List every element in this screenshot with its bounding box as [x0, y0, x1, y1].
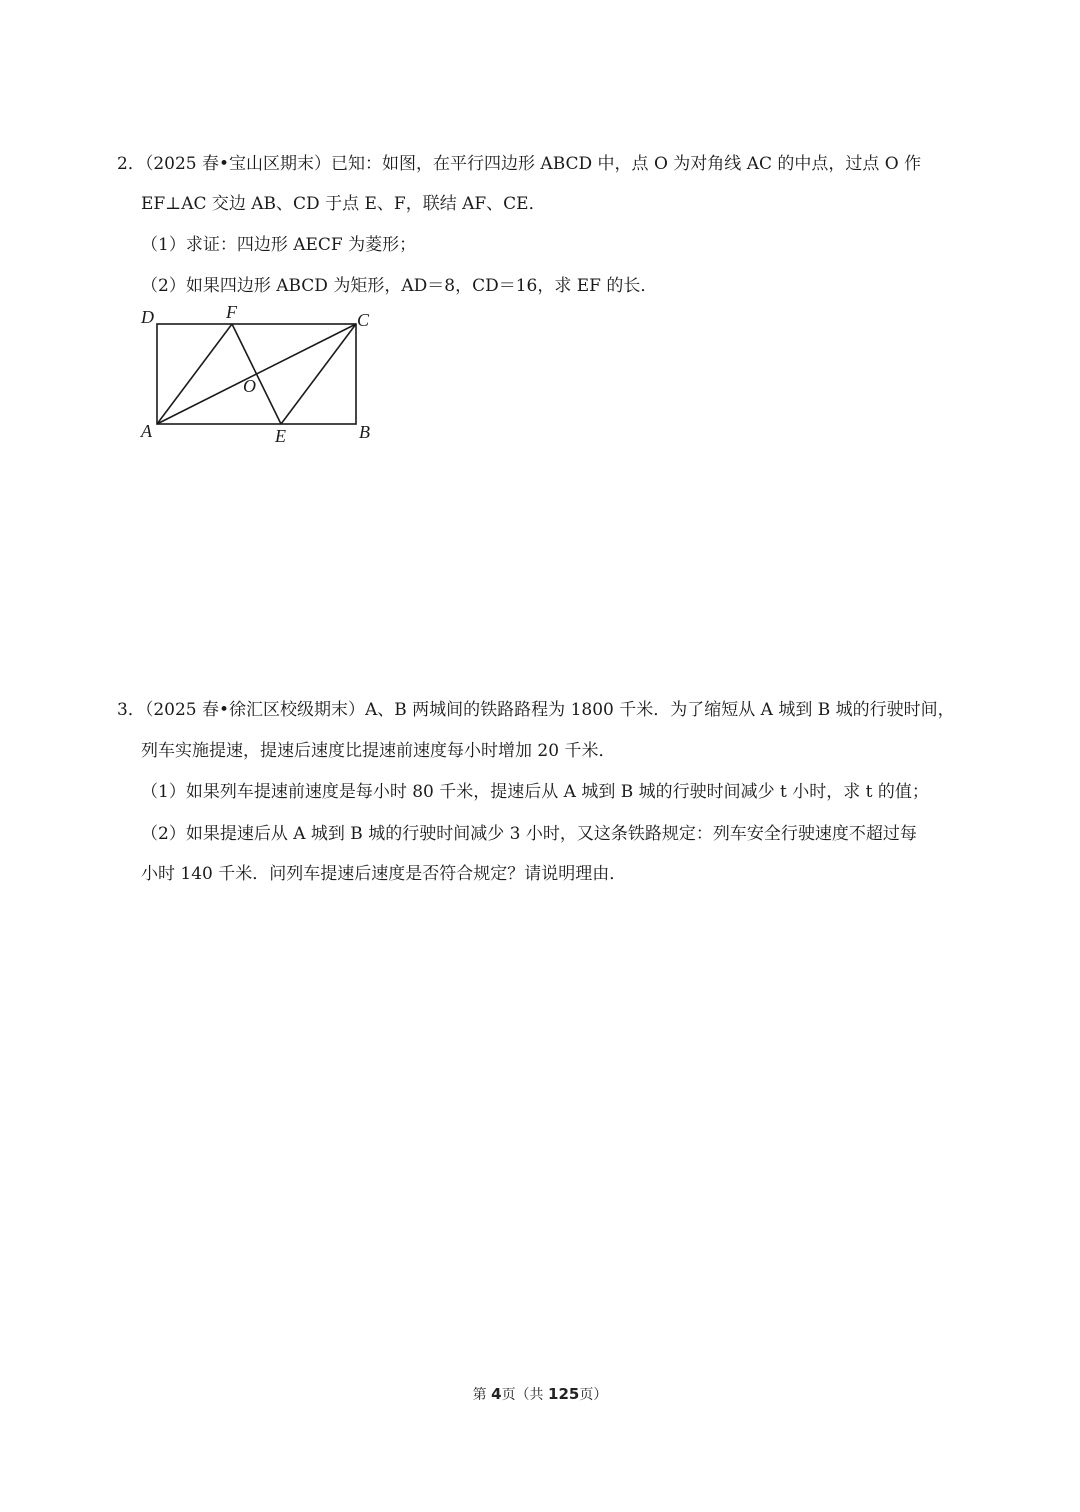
footer-page-number: 4 [491, 1385, 502, 1403]
label-c: C [357, 310, 370, 330]
footer-prefix: 第 [472, 1387, 492, 1403]
page-footer [0, 1384, 1080, 1404]
label-a: A [141, 421, 152, 441]
segment-ce [281, 324, 356, 424]
footer-middle: 页（共 [501, 1387, 549, 1403]
problem-3-part-1: （1）如果列车提速前速度是每小时 80 千米，提速后从 A 城到 B 城的行驶时间减少 t 小时，求 t 的值； [141, 782, 929, 802]
problem-3-part-2-line-1: （2）如果提速后从 A 城到 B 城的行驶时间减少 3 小时，又这条铁路规定：列车安全行驶速度不超过每 [141, 824, 917, 844]
problem-2-stem-line-2: EF⊥AC 交边 AB、CD 于点 E、F，联结 AF、CE． [141, 194, 546, 214]
problem-3-stem-line-2: 列车实施提速，提速后速度比提速前速度每小时增加 20 千米． [141, 741, 616, 761]
footer-suffix: 页） [579, 1387, 608, 1403]
label-f: F [226, 302, 237, 322]
problem-2-part-2: （2）如果四边形 ABCD 为矩形，AD＝8，CD＝16，求 EF 的长． [141, 276, 658, 296]
label-d: D [141, 307, 154, 327]
label-b: B [359, 422, 370, 442]
segment-af [157, 324, 232, 424]
problem-3-part-2-line-2: 小时 140 千米．问列车提速后速度是否符合规定？请说明理由． [141, 864, 627, 884]
problem-2-stem-line-1: 2．（2025 春•宝山区期末）已知：如图，在平行四边形 ABCD 中，点 O 为对角线 AC 的中点，过点 O 作 [117, 154, 922, 174]
problem-2-part-1: （1）求证：四边形 AECF 为菱形； [141, 235, 417, 255]
geometry-diagram [135, 298, 385, 448]
footer-total-pages: 125 [548, 1385, 580, 1403]
segment-ef [232, 324, 281, 424]
problem-3-stem-line-1: 3．（2025 春•徐汇区校级期末）A、B 两城间的铁路路程为 1800 千米．为了缩短从 A 城到 B 城的行驶时间， [117, 700, 955, 720]
rectangle-figure [135, 298, 385, 448]
label-o: O [243, 376, 256, 396]
label-e: E [275, 426, 286, 446]
